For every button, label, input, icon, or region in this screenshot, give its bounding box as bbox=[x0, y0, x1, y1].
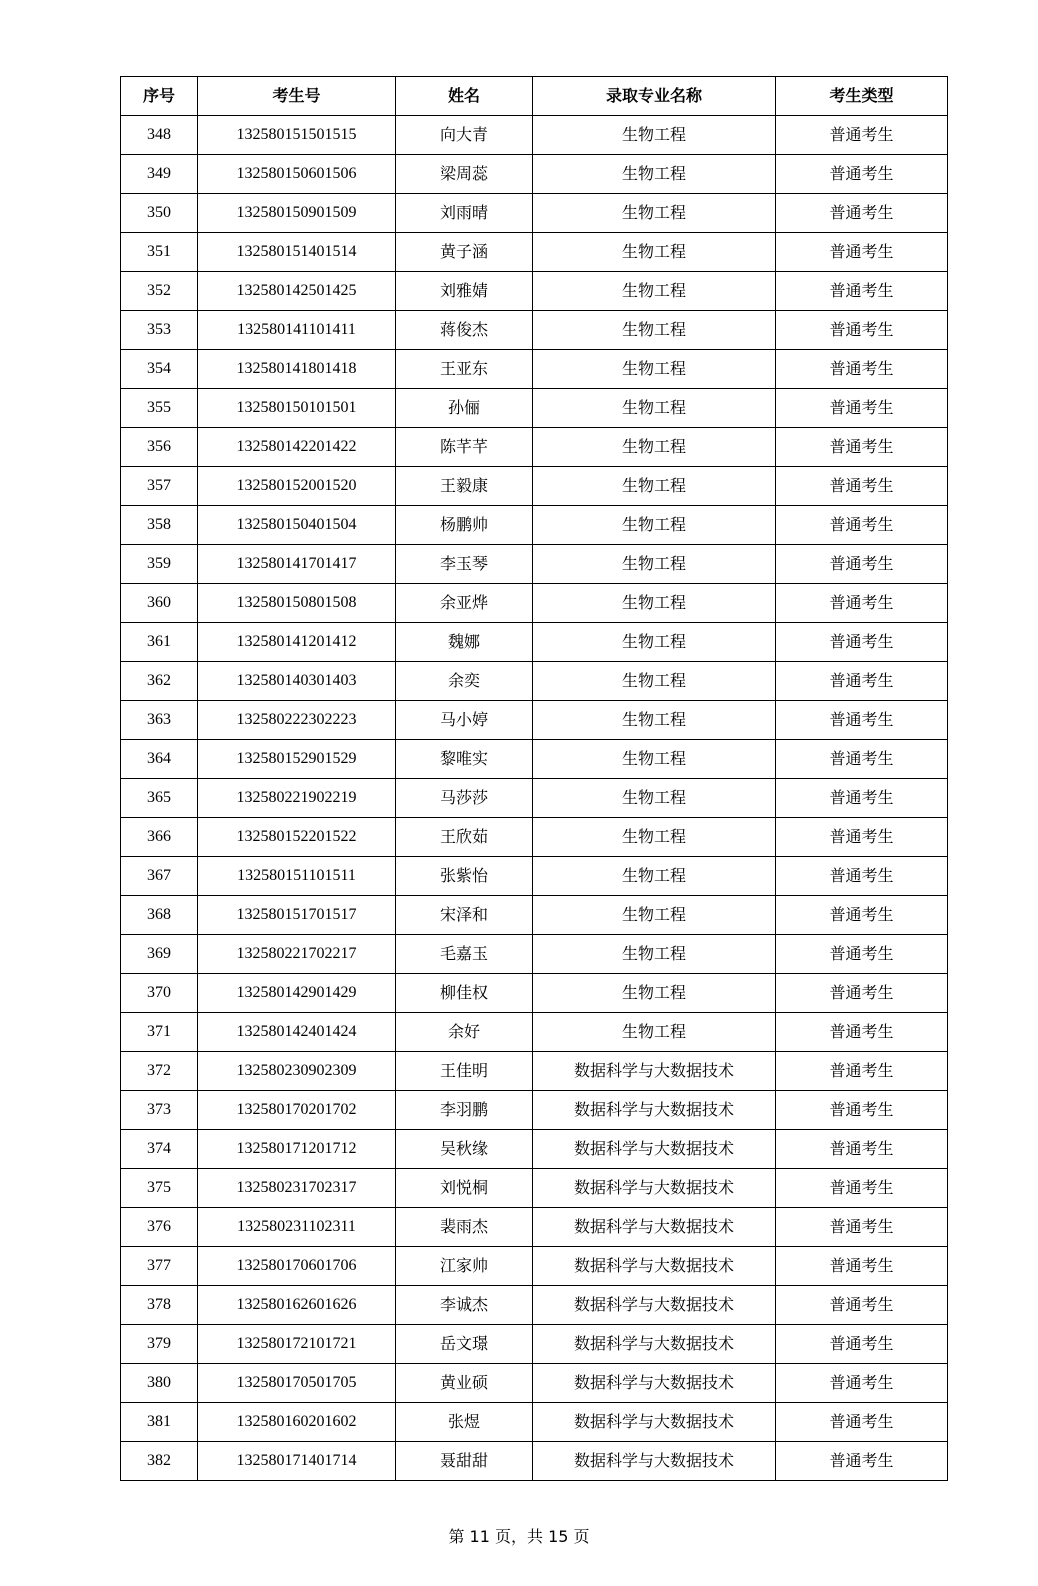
cell-name: 刘雨晴 bbox=[396, 194, 533, 233]
cell-major: 生物工程 bbox=[533, 389, 776, 428]
cell-major: 生物工程 bbox=[533, 467, 776, 506]
header-exam-id: 考生号 bbox=[198, 77, 396, 116]
cell-name: 江家帅 bbox=[396, 1247, 533, 1286]
cell-seq: 358 bbox=[121, 506, 198, 545]
cell-type: 普通考生 bbox=[776, 194, 948, 233]
cell-exam-id: 132580142201422 bbox=[198, 428, 396, 467]
cell-exam-id: 132580142401424 bbox=[198, 1013, 396, 1052]
cell-exam-id: 132580170601706 bbox=[198, 1247, 396, 1286]
cell-type: 普通考生 bbox=[776, 428, 948, 467]
cell-type: 普通考生 bbox=[776, 818, 948, 857]
cell-major: 生物工程 bbox=[533, 974, 776, 1013]
cell-major: 数据科学与大数据技术 bbox=[533, 1208, 776, 1247]
table-body bbox=[121, 116, 948, 1481]
cell-type: 普通考生 bbox=[776, 974, 948, 1013]
cell-type: 普通考生 bbox=[776, 1364, 948, 1403]
cell-seq: 356 bbox=[121, 428, 198, 467]
cell-type: 普通考生 bbox=[776, 389, 948, 428]
cell-name: 刘雅婧 bbox=[396, 272, 533, 311]
cell-name: 裴雨杰 bbox=[396, 1208, 533, 1247]
cell-name: 毛嘉玉 bbox=[396, 935, 533, 974]
cell-seq: 377 bbox=[121, 1247, 198, 1286]
table-row bbox=[121, 1442, 948, 1481]
cell-major: 生物工程 bbox=[533, 935, 776, 974]
cell-type: 普通考生 bbox=[776, 584, 948, 623]
cell-exam-id: 132580172101721 bbox=[198, 1325, 396, 1364]
header-name: 姓名 bbox=[396, 77, 533, 116]
table-row bbox=[121, 467, 948, 506]
cell-major: 生物工程 bbox=[533, 116, 776, 155]
cell-seq: 370 bbox=[121, 974, 198, 1013]
table-row bbox=[121, 584, 948, 623]
cell-exam-id: 132580141201412 bbox=[198, 623, 396, 662]
cell-name: 黄子涵 bbox=[396, 233, 533, 272]
cell-exam-id: 132580231102311 bbox=[198, 1208, 396, 1247]
cell-seq: 365 bbox=[121, 779, 198, 818]
cell-name: 王佳明 bbox=[396, 1052, 533, 1091]
cell-major: 数据科学与大数据技术 bbox=[533, 1286, 776, 1325]
admission-table bbox=[120, 76, 948, 1481]
cell-major: 数据科学与大数据技术 bbox=[533, 1169, 776, 1208]
cell-exam-id: 132580150601506 bbox=[198, 155, 396, 194]
table-row bbox=[121, 662, 948, 701]
cell-exam-id: 132580150901509 bbox=[198, 194, 396, 233]
cell-exam-id: 132580151501515 bbox=[198, 116, 396, 155]
cell-exam-id: 132580171201712 bbox=[198, 1130, 396, 1169]
cell-type: 普通考生 bbox=[776, 155, 948, 194]
table-row bbox=[121, 350, 948, 389]
table-row bbox=[121, 1364, 948, 1403]
cell-major: 生物工程 bbox=[533, 1013, 776, 1052]
cell-name: 王欣茹 bbox=[396, 818, 533, 857]
table-row bbox=[121, 1091, 948, 1130]
cell-name: 李羽鹏 bbox=[396, 1091, 533, 1130]
cell-type: 普通考生 bbox=[776, 1247, 948, 1286]
cell-name: 张紫怡 bbox=[396, 857, 533, 896]
cell-seq: 348 bbox=[121, 116, 198, 155]
cell-name: 王毅康 bbox=[396, 467, 533, 506]
cell-seq: 354 bbox=[121, 350, 198, 389]
cell-seq: 381 bbox=[121, 1403, 198, 1442]
cell-type: 普通考生 bbox=[776, 350, 948, 389]
cell-seq: 364 bbox=[121, 740, 198, 779]
table-row bbox=[121, 935, 948, 974]
cell-exam-id: 132580151701517 bbox=[198, 896, 396, 935]
cell-seq: 366 bbox=[121, 818, 198, 857]
cell-seq: 367 bbox=[121, 857, 198, 896]
cell-seq: 357 bbox=[121, 467, 198, 506]
table-row bbox=[121, 1052, 948, 1091]
cell-type: 普通考生 bbox=[776, 1052, 948, 1091]
cell-type: 普通考生 bbox=[776, 1130, 948, 1169]
cell-major: 数据科学与大数据技术 bbox=[533, 1325, 776, 1364]
cell-type: 普通考生 bbox=[776, 740, 948, 779]
cell-exam-id: 132580150101501 bbox=[198, 389, 396, 428]
cell-major: 数据科学与大数据技术 bbox=[533, 1247, 776, 1286]
cell-seq: 372 bbox=[121, 1052, 198, 1091]
cell-exam-id: 132580160201602 bbox=[198, 1403, 396, 1442]
cell-seq: 355 bbox=[121, 389, 198, 428]
table-row bbox=[121, 1286, 948, 1325]
cell-name: 余奕 bbox=[396, 662, 533, 701]
table-row bbox=[121, 818, 948, 857]
cell-exam-id: 132580152201522 bbox=[198, 818, 396, 857]
cell-seq: 352 bbox=[121, 272, 198, 311]
cell-name: 岳文璟 bbox=[396, 1325, 533, 1364]
table-row bbox=[121, 155, 948, 194]
cell-major: 生物工程 bbox=[533, 623, 776, 662]
table-row bbox=[121, 1325, 948, 1364]
cell-major: 数据科学与大数据技术 bbox=[533, 1364, 776, 1403]
table-row bbox=[121, 701, 948, 740]
cell-seq: 380 bbox=[121, 1364, 198, 1403]
cell-name: 杨鹏帅 bbox=[396, 506, 533, 545]
header-seq: 序号 bbox=[121, 77, 198, 116]
cell-type: 普通考生 bbox=[776, 467, 948, 506]
cell-type: 普通考生 bbox=[776, 935, 948, 974]
cell-type: 普通考生 bbox=[776, 623, 948, 662]
cell-seq: 350 bbox=[121, 194, 198, 233]
cell-exam-id: 132580231702317 bbox=[198, 1169, 396, 1208]
cell-type: 普通考生 bbox=[776, 272, 948, 311]
cell-type: 普通考生 bbox=[776, 1013, 948, 1052]
header-type: 考生类型 bbox=[776, 77, 948, 116]
table-row bbox=[121, 233, 948, 272]
cell-major: 生物工程 bbox=[533, 701, 776, 740]
cell-name: 蒋俊杰 bbox=[396, 311, 533, 350]
cell-major: 数据科学与大数据技术 bbox=[533, 1130, 776, 1169]
cell-seq: 363 bbox=[121, 701, 198, 740]
cell-name: 黎唯实 bbox=[396, 740, 533, 779]
cell-seq: 378 bbox=[121, 1286, 198, 1325]
table-header bbox=[121, 77, 948, 116]
cell-major: 生物工程 bbox=[533, 818, 776, 857]
cell-exam-id: 132580150401504 bbox=[198, 506, 396, 545]
cell-major: 生物工程 bbox=[533, 662, 776, 701]
cell-exam-id: 132580141101411 bbox=[198, 311, 396, 350]
cell-seq: 349 bbox=[121, 155, 198, 194]
cell-name: 吴秋缘 bbox=[396, 1130, 533, 1169]
cell-exam-id: 132580152001520 bbox=[198, 467, 396, 506]
cell-exam-id: 132580140301403 bbox=[198, 662, 396, 701]
cell-seq: 371 bbox=[121, 1013, 198, 1052]
cell-seq: 360 bbox=[121, 584, 198, 623]
table-row bbox=[121, 1403, 948, 1442]
cell-major: 数据科学与大数据技术 bbox=[533, 1403, 776, 1442]
cell-seq: 373 bbox=[121, 1091, 198, 1130]
page-footer: 第 11 页，共 15 页 bbox=[448, 1527, 590, 1546]
table-row bbox=[121, 389, 948, 428]
cell-type: 普通考生 bbox=[776, 1286, 948, 1325]
cell-name: 刘悦桐 bbox=[396, 1169, 533, 1208]
cell-exam-id: 132580141701417 bbox=[198, 545, 396, 584]
table-row bbox=[121, 779, 948, 818]
table-row bbox=[121, 1130, 948, 1169]
cell-exam-id: 132580221902219 bbox=[198, 779, 396, 818]
cell-name: 马小婷 bbox=[396, 701, 533, 740]
header-major: 录取专业名称 bbox=[533, 77, 776, 116]
cell-type: 普通考生 bbox=[776, 779, 948, 818]
table-row bbox=[121, 194, 948, 233]
table-row bbox=[121, 311, 948, 350]
cell-major: 生物工程 bbox=[533, 740, 776, 779]
cell-type: 普通考生 bbox=[776, 506, 948, 545]
cell-seq: 382 bbox=[121, 1442, 198, 1481]
cell-major: 数据科学与大数据技术 bbox=[533, 1052, 776, 1091]
cell-seq: 351 bbox=[121, 233, 198, 272]
cell-name: 宋泽和 bbox=[396, 896, 533, 935]
table-row bbox=[121, 1208, 948, 1247]
cell-name: 孙俪 bbox=[396, 389, 533, 428]
cell-name: 李玉琴 bbox=[396, 545, 533, 584]
cell-name: 黄业硕 bbox=[396, 1364, 533, 1403]
table-row bbox=[121, 1247, 948, 1286]
table-row bbox=[121, 545, 948, 584]
cell-exam-id: 132580222302223 bbox=[198, 701, 396, 740]
cell-major: 生物工程 bbox=[533, 584, 776, 623]
cell-seq: 361 bbox=[121, 623, 198, 662]
cell-seq: 376 bbox=[121, 1208, 198, 1247]
table-row bbox=[121, 1169, 948, 1208]
cell-exam-id: 132580170201702 bbox=[198, 1091, 396, 1130]
cell-exam-id: 132580141801418 bbox=[198, 350, 396, 389]
cell-type: 普通考生 bbox=[776, 662, 948, 701]
cell-seq: 362 bbox=[121, 662, 198, 701]
cell-name: 聂甜甜 bbox=[396, 1442, 533, 1481]
cell-name: 魏娜 bbox=[396, 623, 533, 662]
cell-exam-id: 132580142501425 bbox=[198, 272, 396, 311]
cell-name: 向大青 bbox=[396, 116, 533, 155]
table-row bbox=[121, 272, 948, 311]
table-row bbox=[121, 974, 948, 1013]
cell-type: 普通考生 bbox=[776, 1091, 948, 1130]
cell-type: 普通考生 bbox=[776, 857, 948, 896]
cell-name: 张煜 bbox=[396, 1403, 533, 1442]
cell-seq: 359 bbox=[121, 545, 198, 584]
cell-seq: 353 bbox=[121, 311, 198, 350]
cell-name: 梁周蕊 bbox=[396, 155, 533, 194]
cell-name: 柳佳权 bbox=[396, 974, 533, 1013]
cell-major: 生物工程 bbox=[533, 155, 776, 194]
header-row bbox=[121, 77, 948, 116]
cell-major: 生物工程 bbox=[533, 311, 776, 350]
cell-seq: 369 bbox=[121, 935, 198, 974]
cell-type: 普通考生 bbox=[776, 545, 948, 584]
cell-type: 普通考生 bbox=[776, 896, 948, 935]
cell-type: 普通考生 bbox=[776, 311, 948, 350]
table-row bbox=[121, 623, 948, 662]
cell-type: 普通考生 bbox=[776, 1169, 948, 1208]
cell-name: 陈芊芊 bbox=[396, 428, 533, 467]
cell-type: 普通考生 bbox=[776, 1325, 948, 1364]
cell-major: 生物工程 bbox=[533, 545, 776, 584]
cell-exam-id: 132580151101511 bbox=[198, 857, 396, 896]
table-row bbox=[121, 857, 948, 896]
cell-seq: 374 bbox=[121, 1130, 198, 1169]
cell-exam-id: 132580230902309 bbox=[198, 1052, 396, 1091]
cell-major: 数据科学与大数据技术 bbox=[533, 1091, 776, 1130]
cell-exam-id: 132580150801508 bbox=[198, 584, 396, 623]
cell-major: 生物工程 bbox=[533, 506, 776, 545]
cell-major: 生物工程 bbox=[533, 233, 776, 272]
cell-seq: 379 bbox=[121, 1325, 198, 1364]
cell-major: 数据科学与大数据技术 bbox=[533, 1442, 776, 1481]
cell-type: 普通考生 bbox=[776, 1442, 948, 1481]
cell-exam-id: 132580170501705 bbox=[198, 1364, 396, 1403]
table-row bbox=[121, 506, 948, 545]
cell-type: 普通考生 bbox=[776, 1208, 948, 1247]
cell-name: 李诚杰 bbox=[396, 1286, 533, 1325]
cell-name: 马莎莎 bbox=[396, 779, 533, 818]
cell-seq: 375 bbox=[121, 1169, 198, 1208]
cell-major: 生物工程 bbox=[533, 350, 776, 389]
cell-major: 生物工程 bbox=[533, 896, 776, 935]
cell-exam-id: 132580142901429 bbox=[198, 974, 396, 1013]
cell-major: 生物工程 bbox=[533, 779, 776, 818]
cell-major: 生物工程 bbox=[533, 272, 776, 311]
cell-seq: 368 bbox=[121, 896, 198, 935]
cell-type: 普通考生 bbox=[776, 1403, 948, 1442]
table-row bbox=[121, 428, 948, 467]
cell-major: 生物工程 bbox=[533, 194, 776, 233]
cell-exam-id: 132580162601626 bbox=[198, 1286, 396, 1325]
cell-exam-id: 132580151401514 bbox=[198, 233, 396, 272]
table-row bbox=[121, 116, 948, 155]
table-row bbox=[121, 1013, 948, 1052]
cell-name: 余亚烨 bbox=[396, 584, 533, 623]
cell-name: 余好 bbox=[396, 1013, 533, 1052]
cell-type: 普通考生 bbox=[776, 701, 948, 740]
cell-major: 生物工程 bbox=[533, 857, 776, 896]
cell-exam-id: 132580221702217 bbox=[198, 935, 396, 974]
cell-name: 王亚东 bbox=[396, 350, 533, 389]
table-row bbox=[121, 896, 948, 935]
cell-type: 普通考生 bbox=[776, 233, 948, 272]
cell-type: 普通考生 bbox=[776, 116, 948, 155]
cell-major: 生物工程 bbox=[533, 428, 776, 467]
table-row bbox=[121, 740, 948, 779]
cell-exam-id: 132580152901529 bbox=[198, 740, 396, 779]
cell-exam-id: 132580171401714 bbox=[198, 1442, 396, 1481]
